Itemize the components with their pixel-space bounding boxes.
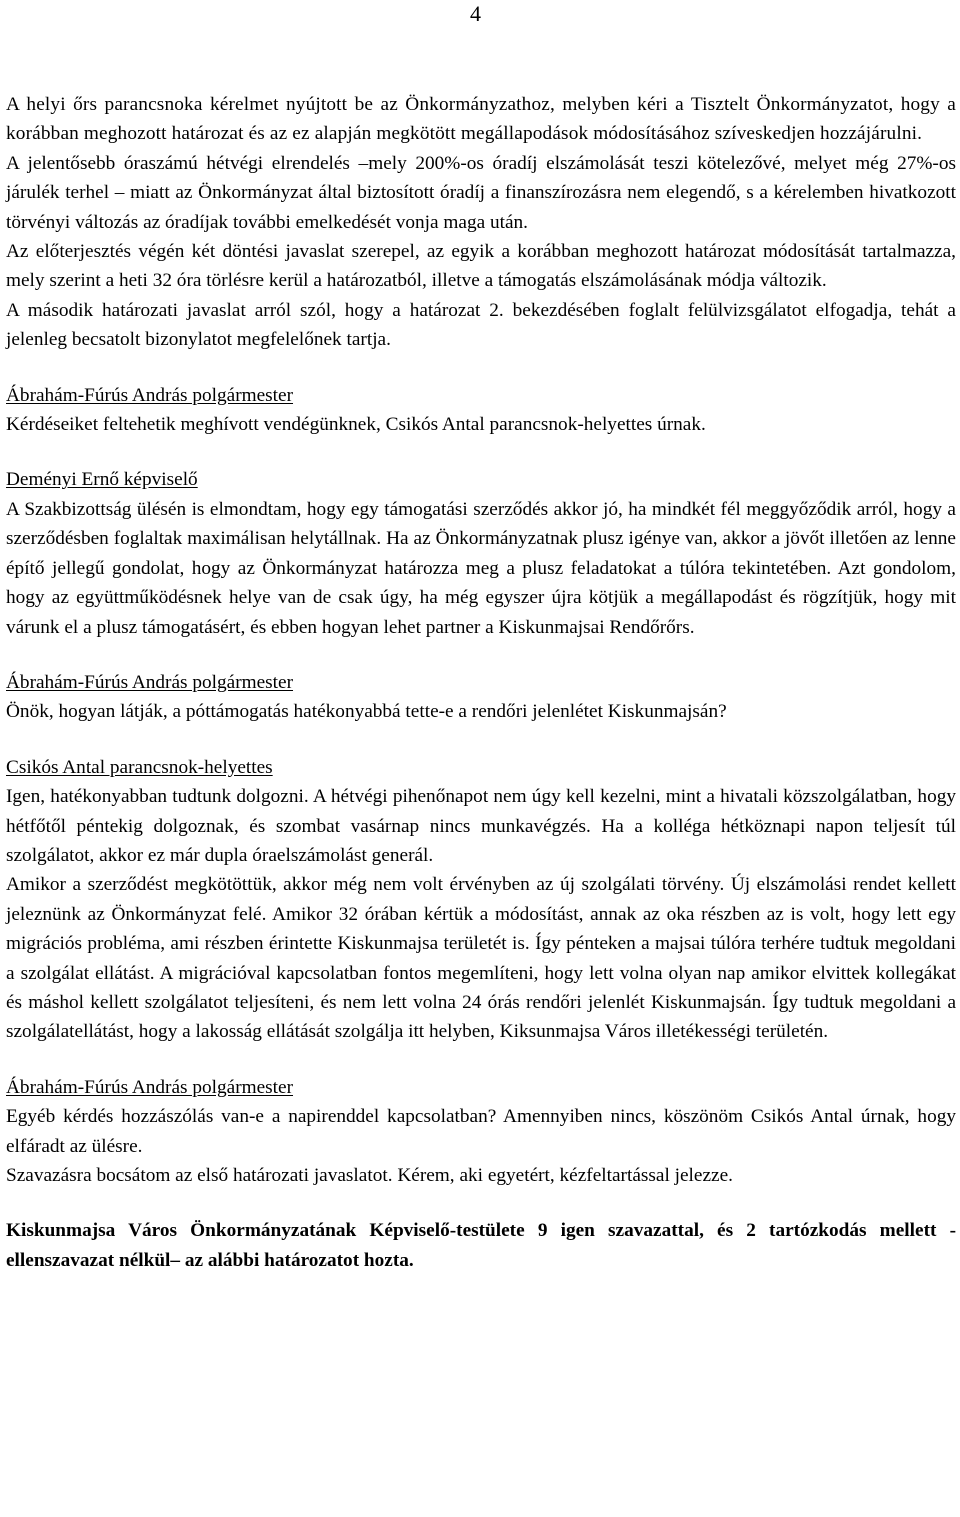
speaker-name: Ábrahám-Fúrús András polgármester xyxy=(6,384,294,406)
paragraph: Szavazásra bocsátom az első határozati javaslatot. Kérem, aki egyetért, kézfeltartással jelezze. xyxy=(6,1165,733,1186)
page-number: 4 xyxy=(470,1,481,26)
speech-csikos xyxy=(6,753,956,1047)
paragraph: A második határozati javaslat arról szól, hogy a határozat 2. bekezdésében foglalt felülvizsgálatot elfogadja, tehát a jelenleg becsatolt bizonylatot megfelelőnek tartja. xyxy=(6,299,956,351)
paragraph: Igen, hatékonyabban tudtunk dolgozni. A hétvégi pihenőnapot nem úgy kell kezelni, mint a hivatali közszolgálatban, hogy hétfőtől péntekig dolgoznak, és szombat vasárnap nincs munkavégzés. Ha a kolléga hétköznapi napon teljesít túl szolgálatot, akkor ez már dupla óraelszámolást generál. xyxy=(6,786,956,866)
speech-mayor-1 xyxy=(6,381,956,440)
paragraph: Önök, hogyan látják, a póttámogatás hatékonyabbá tette-e a rendőri jelenlétet Kiskunmajsán? xyxy=(6,701,727,723)
paragraph: Amikor a szerződést megkötöttük, akkor még nem volt érvényben az új szolgálati törvény. Új elszámolási rendet kellett jeleznünk az Önkormányzat felé. Amikor 32 órában kértük a módosítást, annak az oka részben az is volt, hogy lett egy migrációs probléma, ami részben érintette Kiskunmajsa területét is. Így pénteken a majsai túlóra terhére tudtuk megoldani a szolgálat ellátást. A migrációval kapcsolatban fontos megemlíteni, hogy lett volna olyan nap amikor elvittek kollegákat és máshol kellett szolgálatot teljesíteni, és nem lett volna 24 órás rendőri jelenlét Kiskunmajsán. Így tudtuk megoldani a szolgálatellátást, hogy a lakosság ellátását szolgálja itt helyben, Kiksunmajsa Város illetékességi területén. xyxy=(6,874,956,1043)
speech-mayor-2 xyxy=(6,668,956,727)
paragraph: Az előterjesztés végén két döntési javaslat szerepel, az egyik a korábban meghozott határozat módosítását tartalmazza, mely szerint a heti 32 óra törlésre kerül a határozatból, illetve a támogatás elszámolásának módja változik. xyxy=(6,241,956,292)
speaker-name: Ábrahám-Fúrús András polgármester xyxy=(6,1076,294,1098)
intro-section xyxy=(6,90,956,355)
document-body xyxy=(6,90,956,1275)
paragraph: A jelentősebb óraszámú hétvégi elrendelés –mely 200%-os óradíj elszámolását teszi kötelezővé, melyet még 27%-os járulék terhel – miatt az Önkormányzat által biztosított óradíj a finanszírozásra nem elegendő, s a kérelemben hivatkozott törvényi változás az óradíjak további emelkedését vonja maga után. xyxy=(6,152,956,233)
paragraph: Kérdéseiket feltehetik meghívott vendégünknek, Csikós Antal parancsnok-helyettes úrnak. xyxy=(6,414,706,436)
paragraph: Egyéb kérdés hozzászólás van-e a napirenddel kapcsolatban? Amennyiben nincs, köszönöm Csikós Antal úrnak, hogy elfáradt az ülésre. xyxy=(6,1106,956,1157)
paragraph: A helyi őrs parancsnoka kérelmet nyújtott be az Önkormányzathoz, melyben kéri a Tisztelt Önkormányzatot, hogy a korábban meghozott határozat és az ez alapján megkötött megállapodások módosításához szíveskedjen hozzájárulni. xyxy=(6,94,956,145)
speaker-name: Csikós Antal parancsnok-helyettes xyxy=(6,756,273,778)
resolution-statement: Kiskunmajsa Város Önkormányzatának Képviselő-testülete 9 igen szavazattal, és 2 tartózkodás mellett - ellenszavazat nélkül– az alábbi határozatot hozta. xyxy=(6,1220,956,1271)
speaker-name: Deményi Ernő képviselő xyxy=(6,469,198,491)
speech-demenyi xyxy=(6,465,956,641)
speaker-name: Ábrahám-Fúrús András polgármester xyxy=(6,671,294,693)
paragraph: A Szakbizottság ülésén is elmondtam, hogy egy támogatási szerződés akkor jó, ha mindkét fél meggyőződik arról, hogy a szerződésben foglaltak maximálisan helytállnak. Ha az Önkormányzatnak plusz igénye van, akkor a jövőt illetően az lenne építő jellegű gondolat, hogy az Önkormányzat határozza meg a plusz feladatokat a túlóra tekintetében. Azt gondolom, hogy az együttműködésnek helye van de csak úgy, ha még egyszer újra kötjük a megállapodást és rögzítjük, hogy mit várunk el a plusz támogatásért, és ebben hogyan lehet partner a Kiskunmajsai Rendőrőrs. xyxy=(6,498,956,638)
speech-mayor-3 xyxy=(6,1073,956,1191)
